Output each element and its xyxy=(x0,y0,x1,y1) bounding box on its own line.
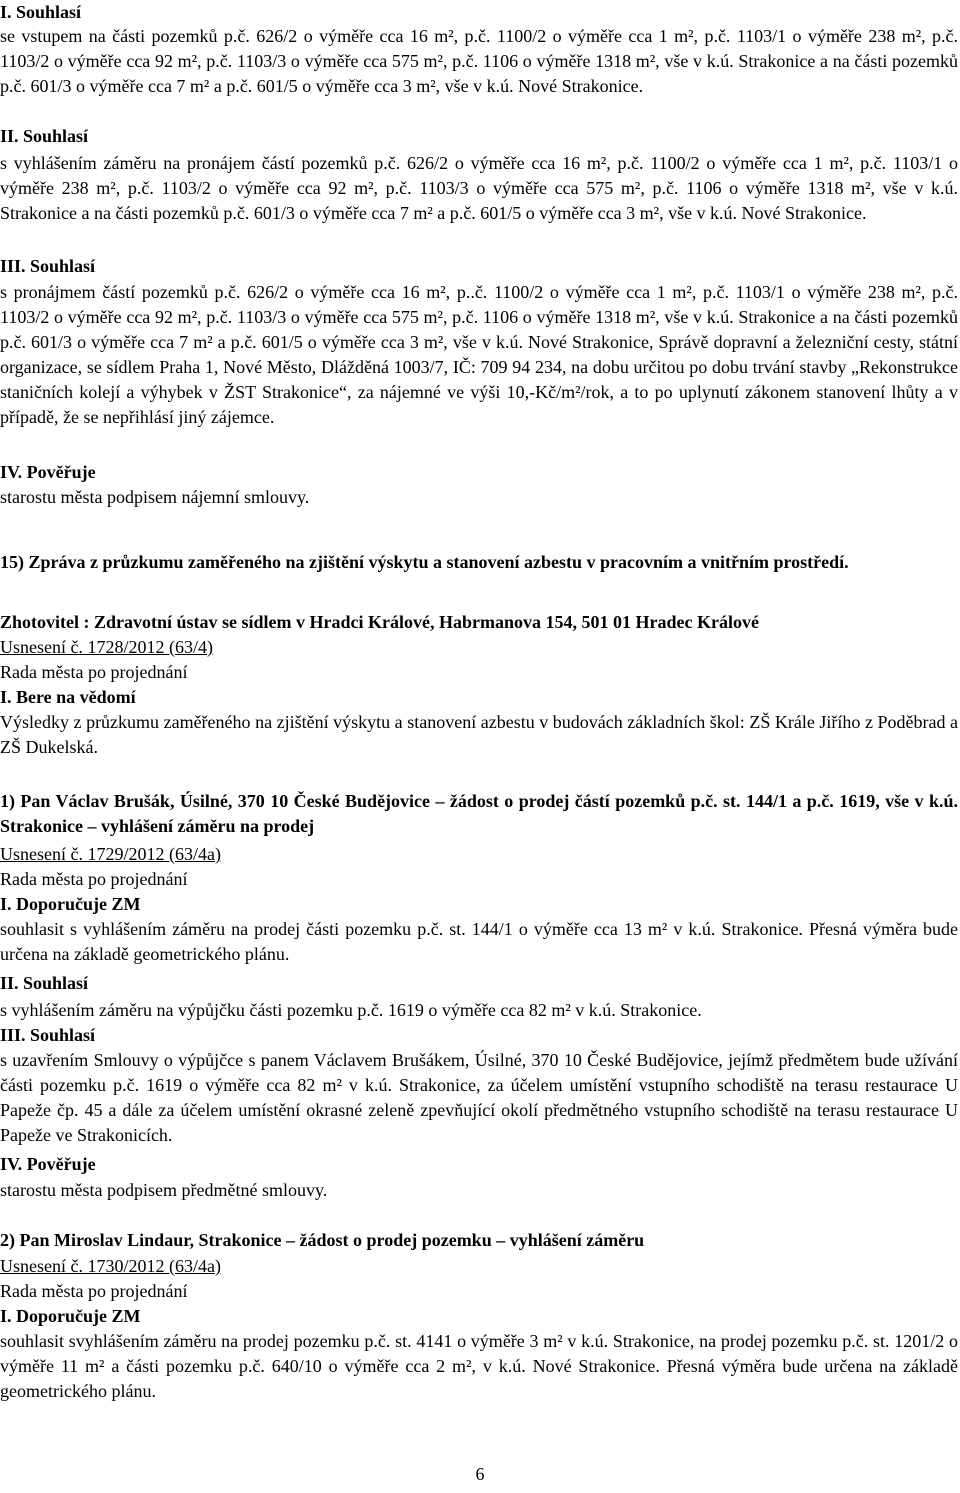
heading-i-souhlasi: I. Souhlasí xyxy=(0,2,82,22)
council-after-discussion: Rada města po projednání xyxy=(0,662,188,682)
heading-bere-na-vedomi: I. Bere na vědomí xyxy=(0,687,136,707)
heading-ii-souhlasi-2: II. Souhlasí xyxy=(0,973,89,993)
section-15-heading: 15) Zpráva z průzkumu zaměřeného na zjištění výskytu a stanovení azbestu v pracovním a vnitřním prostředí. xyxy=(0,552,849,572)
council-after-discussion: Rada města po projednání xyxy=(0,869,188,889)
heading-ii-souhlasi: II. Souhlasí xyxy=(0,126,89,146)
council-after-discussion: Rada města po projednání xyxy=(0,1281,188,1301)
text-asbestos-results: Výsledky z průzkumu zaměřeného na zjištění výskytu a stanovení azbestu v budovách základních škol: ZŠ Krále Jiřího z Poděbrad a ZŠ Dukelská. xyxy=(0,712,958,757)
heading-iv-poveruje: IV. Pověřuje xyxy=(0,462,96,482)
heading-iii-souhlasi-2: III. Souhlasí xyxy=(0,1025,96,1045)
text-sale-intent-4141: souhlasit svyhlášením záměru na prodej pozemku p.č. st. 4141 o výměře 3 m² v k.ú. Strakonice, na prodej pozemku p.č. st. 1201/2 o výměře 11 m² a části pozemku p.č. 640/10 o výměře cca 2 m², v k.ú. Nové Strakonice. Přesná výměra bude určena na základě geometrického plánu. xyxy=(0,1331,958,1401)
heading-iv-poveruje-2: IV. Pověřuje xyxy=(0,1154,96,1174)
text-sale-intent-144: souhlasit s vyhlášením záměru na prodej části pozemku p.č. st. 144/1 o výměře cca 13 m² v k.ú. Strakonice. Přesná výměra bude určena na základě geometrického plánu. xyxy=(0,919,958,964)
resolution-1729: Usnesení č. 1729/2012 (63/4a) xyxy=(0,844,221,864)
text-loan-agreement: s uzavřením Smlouvy o výpůjčce s panem Václavem Brušákem, Úsilné, 370 10 České Budějovice, jejímž předmětem bude užívání části pozemku p.č. 1619 o výměře cca 82 m² v k.ú. Strakonice, za účelem umístění vstupního schodiště na terasu restaurace U Papeže čp. 45 a dále za účelem umístění okrasné zeleně zpevňující okolí předmětného vstupního schodiště na terasu restaurace U Papeže ve Strakonicích. xyxy=(0,1050,958,1145)
section-1-heading: 1) Pan Václav Brušák, Úsilné, 370 10 České Budějovice – žádost o prodej částí pozemků p.č. st. 144/1 a p.č. 1619, vše v k.ú. Strakonice – vyhlášení záměru na prodej xyxy=(0,791,958,836)
resolution-1730: Usnesení č. 1730/2012 (63/4a) xyxy=(0,1256,221,1276)
heading-doporucuje-zm-2: I. Doporučuje ZM xyxy=(0,1306,141,1326)
heading-doporucuje-zm: I. Doporučuje ZM xyxy=(0,894,141,914)
contractor-line: Zhotovitel : Zdravotní ústav se sídlem v Hradci Králové, Habrmanova 154, 501 01 Hradec Králové xyxy=(0,612,759,632)
page-number: 6 xyxy=(475,1464,485,1484)
text-entry-consent: se vstupem na části pozemků p.č. 626/2 o výměře cca 16 m², p.č. 1100/2 o výměře cca 1 m², p.č. 1103/1 o výměře 238 m², p.č. 1103/2 o výměře cca 92 m², p.č. 1103/3 o výměře cca 575 m², p.č. 1106 o výměře 1318 m², vše v k.ú. Strakonice a na části pozemků p.č. 601/3 o výměře cca 7 m² a p.č. 601/5 o výměře cca 3 m², vše v k.ú. Nové Strakonice. xyxy=(0,26,958,96)
text-loan-intent-1619: s vyhlášením záměru na výpůjčku části pozemku p.č. 1619 o výměře cca 82 m² v k.ú. Strakonice. xyxy=(0,1000,702,1020)
resolution-1728: Usnesení č. 1728/2012 (63/4) xyxy=(0,637,213,657)
text-lease-terms: s pronájmem částí pozemků p.č. 626/2 o výměře cca 16 m², p..č. 1100/2 o výměře cca 1 m², p.č. 1103/1 o výměře 238 m², p.č. 1103/2 o výměře cca 92 m², p.č. 1103/3 o výměře cca 575 m², p.č. 1106 o výměře 1318 m², vše v k.ú. Strakonice a na části pozemků p.č. 601/3 o výměře cca 7 m² a p.č. 601/5 o výměře cca 3 m², vše v k.ú. Nové Strakonice, Správě dopravní a železniční cesty, státní organizace, se sídlem Praha 1, Nové Město, Dlážděná 1003/7, IČ: 709 94 234, na dobu určitou po dobu trvání stavby „Rekonstrukce staničních kolejí a výhybek v ŽST Strakonice“, za nájemné ve výši 10,-Kč/m²/rok, a to po uplynutí zákonem stanovení lhůty a v případě, že se nepřihlásí jiný zájemce. xyxy=(0,282,958,427)
text-mayor-sign-agreement: starostu města podpisem předmětné smlouvy. xyxy=(0,1180,328,1200)
text-lease-intent: s vyhlášením záměru na pronájem částí pozemků p.č. 626/2 o výměře cca 16 m², p.č. 1100/2 o výměře cca 1 m², p.č. 1103/1 o výměře 238 m², p.č. 1103/2 o výměře cca 92 m², p.č. 1103/3 o výměře cca 575 m², p.č. 1106 o výměře 1318 m², vše v k.ú. Strakonice a na části pozemků p.č. 601/3 o výměře cca 7 m² a p.č. 601/5 o výměře cca 3 m², vše v k.ú. Nové Strakonice. xyxy=(0,153,958,223)
heading-iii-souhlasi: III. Souhlasí xyxy=(0,256,96,276)
section-2-heading: 2) Pan Miroslav Lindaur, Strakonice – žádost o prodej pozemku – vyhlášení záměru xyxy=(0,1230,645,1250)
text-mayor-sign-lease: starostu města podpisem nájemní smlouvy. xyxy=(0,487,310,507)
